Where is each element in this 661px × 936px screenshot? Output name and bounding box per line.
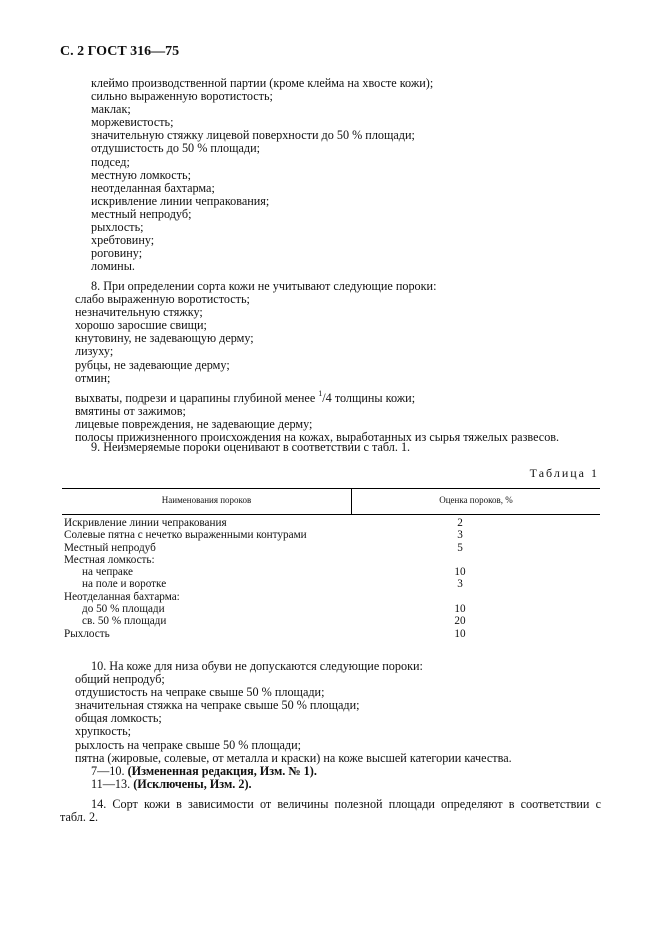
table-header-value: Оценка пороков, %	[439, 495, 513, 505]
table-cell-name: на чепраке	[82, 566, 134, 579]
list-item: лизуху;	[75, 344, 114, 359]
table-row	[62, 566, 600, 578]
table-row	[62, 628, 600, 640]
table-row	[62, 578, 600, 590]
table-row	[62, 554, 600, 566]
defect-list-1	[91, 77, 433, 273]
paragraph-9: 9. Неизмеряемые пороки оценивают в соответствии с табл. 1.	[91, 440, 411, 454]
table-caption: Таблица 1	[529, 466, 599, 480]
list-item: лицевые повреждения, не задевающие дерму;	[75, 416, 313, 431]
list-item: сильно выраженную воротистость;	[91, 89, 273, 104]
list-item: клеймо производственной партии (кроме клейма на хвосте кожи);	[91, 76, 434, 90]
list-item: подсед;	[91, 154, 130, 169]
fraction-numerator: 1	[318, 388, 323, 398]
list-item: моржевистость;	[91, 115, 174, 130]
table-row	[62, 529, 600, 541]
table-cell-value: 20	[454, 615, 466, 628]
paragraph-10	[75, 659, 512, 791]
list-item: слабо выраженную воротистость;	[75, 292, 250, 307]
list-item: маклак;	[91, 102, 131, 117]
table-cell-name: св. 50 % площади	[82, 615, 167, 628]
table-cell-name: Солевые пятна с нечетко выраженными контурами	[64, 529, 307, 542]
list-item: хребтовину;	[91, 233, 155, 248]
table-cell-name: Местный непродуб	[64, 541, 156, 554]
list-item: неотделанная бахтарма;	[91, 180, 215, 195]
list-item: незначительную стяжку;	[75, 305, 203, 320]
page-header: С. 2 ГОСТ 316—75	[60, 44, 180, 59]
table-header-name: Наименования пороков	[161, 495, 252, 505]
table-row	[62, 542, 600, 554]
list-item: общий непродуб;	[75, 672, 165, 687]
list-item: рыхлость на чепраке свыше 50 % площади;	[75, 737, 302, 752]
table-cell-value: 10	[454, 627, 466, 640]
list-item: кнутовину, не задевающую дерму;	[75, 331, 254, 346]
paragraph-14-line1: 14. Сорт кожи в зависимости от величины полезной площади определяют в соответствии с	[91, 797, 601, 811]
list-item: отмин;	[75, 370, 111, 385]
list-item: роговину;	[91, 246, 143, 261]
table-cell-value: 5	[457, 541, 463, 554]
table-cell-value: 2	[457, 517, 463, 529]
list-item: ломины.	[91, 259, 135, 274]
list-item: рубцы, не задевающие дерму;	[75, 357, 230, 372]
table-cell-name: Неотделанная бахтарма:	[64, 590, 180, 603]
table-top-rule	[62, 488, 600, 489]
list-item: значительная стяжка на чепраке свыше 50 % площади;	[75, 698, 360, 713]
list-item: общая ломкость;	[75, 711, 162, 726]
table-cell-name: до 50 % площади	[82, 603, 165, 616]
paragraph-14	[60, 798, 601, 825]
paragraph-8	[75, 279, 560, 445]
list-item: местную ломкость;	[91, 167, 191, 182]
table-cell-name: на поле и воротке	[82, 578, 167, 591]
table-cell-name: Искривление линии чепракования	[64, 517, 227, 529]
list-item: рыхлость;	[91, 220, 144, 235]
table-cell-name: Рыхлость	[64, 627, 110, 640]
table-cell-name: Местная ломкость:	[64, 553, 155, 566]
list-item: хорошо заросшие свищи;	[75, 318, 207, 333]
amendment-note-2: 11—13. (Исключены, Изм. 2).	[91, 776, 252, 791]
list-item: местный непродуб;	[91, 206, 192, 221]
table-cell-value: 3	[457, 529, 463, 542]
table-cell-value: 10	[454, 603, 466, 616]
table-cell-value: 10	[454, 566, 466, 579]
list-item: искривление линии чепракования;	[91, 193, 270, 208]
amendment-note-1: 7—10. (Измененная редакция, Изм. № 1).	[91, 763, 317, 778]
table-row	[62, 517, 600, 529]
table-cell-value: 3	[457, 578, 463, 591]
paragraph-10-intro: 10. На коже для низа обуви не допускаются следующие пороки:	[91, 659, 423, 673]
table-row	[62, 591, 600, 603]
list-item: вмятины от зажимов;	[75, 403, 186, 418]
fraction-denominator: /4	[322, 390, 332, 405]
table-row	[62, 615, 600, 627]
table-header-rule	[62, 514, 600, 515]
paragraph-14-line2: табл. 2.	[60, 810, 99, 825]
table-row	[62, 603, 600, 615]
list-item: значительную стяжку лицевой поверхности до 50 % площади;	[91, 128, 415, 143]
list-item-fraction: выхваты, подрези и царапины глубиной менее $^1$/4 толщины кожи;	[75, 388, 416, 405]
paragraph-8-intro: 8. При определении сорта кожи не учитывают следующие пороки:	[91, 279, 437, 293]
list-item: хрупкость;	[75, 724, 132, 739]
list-item: отдушистость до 50 % площади;	[91, 141, 260, 156]
list-item: полосы прижизненного происхождения на кожах, выработанных из сырья тяжелых развесов.	[75, 430, 560, 445]
list-item: отдушистость на чепраке свыше 50 % площади;	[75, 685, 325, 700]
list-item: пятна (жировые, солевые, от металла и краски) на коже высшей категории качества.	[75, 750, 512, 765]
